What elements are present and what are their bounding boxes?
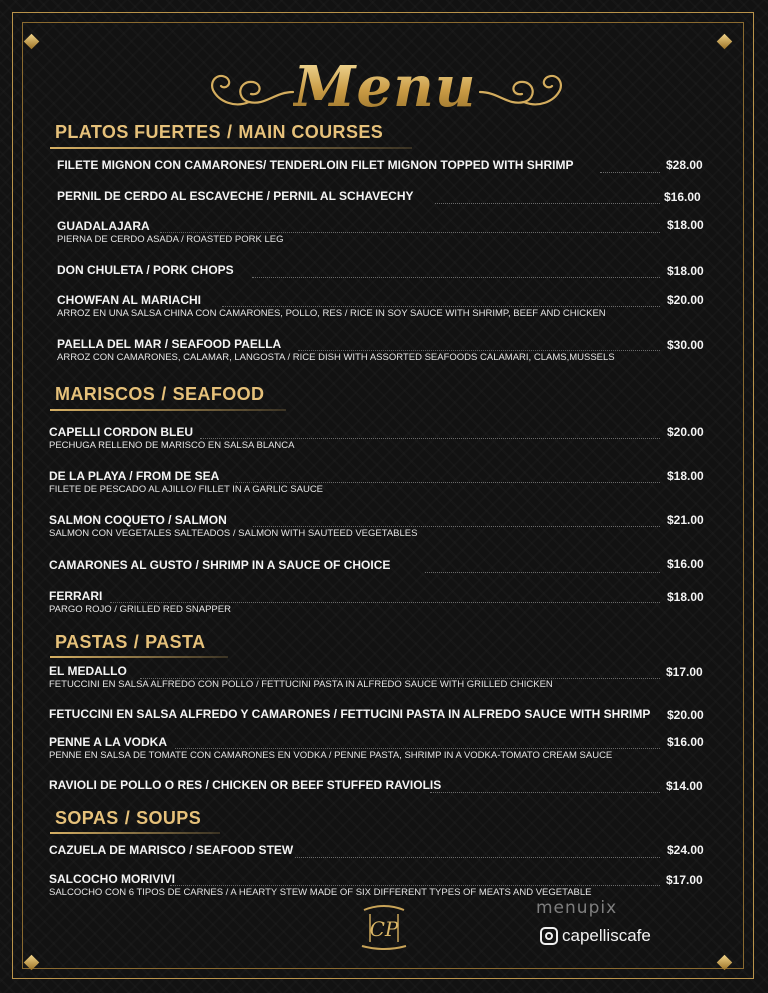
item-price: $18.00 — [667, 590, 704, 604]
instagram-icon — [540, 927, 558, 945]
item-leader-dots — [425, 572, 660, 573]
item-name: FILETE MIGNON CON CAMARONES/ TENDERLOIN FILET MIGNON TOPPED WITH SHRIMP — [57, 158, 574, 172]
section-underline — [50, 409, 286, 411]
item-description: PENNE EN SALSA DE TOMATE CON CAMARONES EN VODKA / PENNE PASTA, SHRIMP IN A VODKA-TOMATO CREAM SAUCE — [49, 750, 613, 761]
section-title-separator: / — [226, 121, 233, 142]
item-price: $30.00 — [667, 338, 704, 352]
item-name: FERRARI — [49, 589, 103, 603]
instagram-handle: capelliscafe — [562, 926, 651, 945]
item-price: $18.00 — [667, 218, 704, 232]
item-name: RAVIOLI DE POLLO O RES / CHICKEN OR BEEF STUFFED RAVIOLIS — [49, 778, 442, 792]
item-price: $20.00 — [667, 425, 704, 439]
section-heading-pastas — [55, 629, 206, 655]
menupix-watermark: menupix — [536, 898, 618, 918]
item-description: PECHUGA RELLENO DE MARISCO EN SALSA BLANCA — [49, 440, 295, 451]
item-leader-dots — [235, 482, 660, 483]
section-title-en: SEAFOOD — [172, 383, 265, 404]
menu-title-text: Menu — [293, 54, 477, 120]
item-leader-dots — [253, 526, 660, 527]
section-underline — [50, 147, 412, 149]
item-description: ARROZ CON CAMARONES, CALAMAR, LANGOSTA / RICE DISH WITH ASSORTED SEAFOODS CALAMARI, CLAMS,MUSSELS — [57, 352, 615, 363]
item-name: EL MEDALLO — [49, 664, 127, 678]
item-leader-dots — [170, 885, 660, 886]
item-name: FETUCCINI EN SALSA ALFREDO Y CAMARONES / FETTUCINI PASTA IN ALFREDO SAUCE WITH SHRIMP — [49, 707, 651, 721]
item-leader-dots — [600, 172, 660, 173]
item-leader-dots — [295, 857, 660, 858]
item-name: PERNIL DE CERDO AL ESCAVECHE / PERNIL AL SCHAVECHY — [57, 189, 414, 203]
flourish-icon — [478, 62, 568, 112]
section-title-es: SOPAS — [55, 807, 119, 828]
section-heading-soups — [55, 805, 201, 831]
item-name: CHOWFAN AL MARIACHI — [57, 293, 201, 307]
section-title-es: PASTAS — [55, 631, 128, 652]
item-price: $20.00 — [667, 293, 704, 307]
item-description: PIERNA DE CERDO ASADA / ROASTED PORK LEG — [57, 234, 284, 245]
item-leader-dots — [435, 203, 660, 204]
item-price: $21.00 — [667, 513, 704, 527]
item-leader-dots — [222, 306, 660, 307]
item-description: PARGO ROJO / GRILLED RED SNAPPER — [49, 604, 231, 615]
item-price: $20.00 — [667, 708, 704, 722]
item-name: DON CHULETA / PORK CHOPS — [57, 263, 234, 277]
item-leader-dots — [430, 792, 660, 793]
item-price: $18.00 — [667, 264, 704, 278]
item-name: DE LA PLAYA / FROM DE SEA — [49, 469, 220, 483]
section-title-separator: / — [124, 807, 131, 828]
item-description: SALMON CON VEGETALES SALTEADOS / SALMON WITH SAUTEED VEGETABLES — [49, 528, 418, 539]
item-description: ARROZ EN UNA SALSA CHINA CON CAMARONES, POLLO, RES / RICE IN SOY SAUCE WITH SHRIMP, BEEF AND CHICKEN — [57, 308, 606, 319]
item-leader-dots — [252, 277, 660, 278]
item-price: $18.00 — [667, 469, 704, 483]
item-name: PAELLA DEL MAR / SEAFOOD PAELLA — [57, 337, 282, 351]
item-name: CAZUELA DE MARISCO / SEAFOOD STEW — [49, 843, 294, 857]
item-price: $14.00 — [666, 779, 703, 793]
item-price: $17.00 — [666, 873, 703, 887]
section-title-es: PLATOS FUERTES — [55, 121, 221, 142]
section-title-separator: / — [161, 383, 167, 404]
capelli-logo-icon — [356, 902, 412, 950]
section-underline — [50, 656, 228, 658]
logo-text: CP — [369, 917, 399, 941]
item-leader-dots — [140, 678, 660, 679]
item-price: $28.00 — [666, 158, 703, 172]
section-title-en: MAIN COURSES — [238, 121, 384, 142]
item-name: CAMARONES AL GUSTO / SHRIMP IN A SAUCE OF CHOICE — [49, 558, 391, 572]
item-price: $16.00 — [664, 190, 701, 204]
item-leader-dots — [160, 232, 660, 233]
item-name: SALCOCHO MORIVIVI — [49, 872, 176, 886]
item-name: GUADALAJARA — [57, 219, 150, 233]
section-title-separator: / — [133, 631, 140, 652]
section-title-en: PASTA — [145, 631, 206, 652]
item-leader-dots — [200, 438, 660, 439]
item-price: $24.00 — [667, 843, 704, 857]
section-title-en: SOUPS — [136, 807, 202, 828]
item-leader-dots — [110, 602, 660, 603]
item-description: FETUCCINI EN SALSA ALFREDO CON POLLO / FETTUCINI PASTA IN ALFREDO SAUCE WITH GRILLED CHICKEN — [49, 679, 553, 690]
item-price: $16.00 — [667, 735, 704, 749]
item-name: CAPELLI CORDON BLEU — [49, 425, 193, 439]
item-price: $17.00 — [666, 665, 703, 679]
section-heading-seafood — [55, 381, 264, 407]
section-underline — [50, 832, 220, 834]
item-leader-dots — [175, 748, 660, 749]
item-name: SALMON COQUETO / SALMON — [49, 513, 227, 527]
item-name: PENNE A LA VODKA — [49, 735, 168, 749]
item-leader-dots — [298, 350, 660, 351]
item-price: $16.00 — [667, 557, 704, 571]
section-heading-main-courses — [55, 119, 383, 145]
instagram-link[interactable] — [540, 926, 651, 946]
section-title-es: MARISCOS — [55, 383, 156, 404]
item-description: FILETE DE PESCADO AL AJILLO/ FILLET IN A GARLIC SAUCE — [49, 484, 324, 495]
item-description: SALCOCHO CON 6 TIPOS DE CARNES / A HEARTY STEW MADE OF SIX DIFFERENT TYPES OF MEATS AND VEGETABLE — [49, 887, 592, 898]
